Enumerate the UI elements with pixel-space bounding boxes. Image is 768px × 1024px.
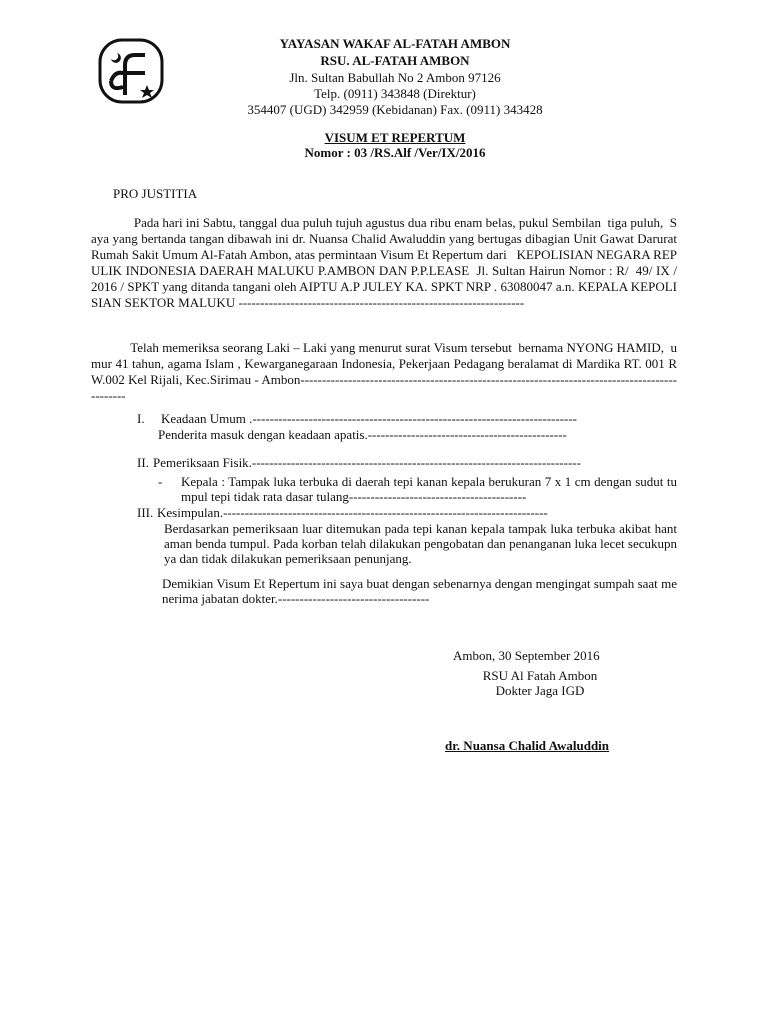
- section-1-body: Penderita masuk dengan keadaan apatis.----------------------------------------------: [158, 427, 567, 442]
- paragraph-patient: Telah memeriksa seorang Laki – Laki yang menurut surat Visum tersebut bernama NYONG HAMID, umur 41 tahun, agama Islam , Kewarganegaraan Indonesia, Pekerjaan Pedagang beralamat di Mardika RT. 001 RW.002 Kel Rijali, Kec.Sirimau - Ambon-----------------------------------------------------------------------------------------------: [91, 340, 677, 403]
- document-title: [240, 130, 550, 146]
- hospital-name: RSU. AL-FATAH AMBON: [320, 53, 470, 68]
- hospital-phone: Telp. (0911) 343848 (Direktur): [314, 86, 476, 101]
- pro-justitia-label: PRO JUSTITIA: [113, 186, 198, 201]
- hospital-logo-icon: [97, 37, 165, 105]
- signature-role: Dokter Jaga IGD: [495, 683, 585, 698]
- section-2-bullet: -: [158, 474, 163, 489]
- section-2-body: Kepala : Tampak luka terbuka di daerah tepi kanan kepala berukuran 7 x 1 cm dengan sudut tumpul tepi tidak rata dasar tulang-----------------------------------------: [181, 474, 677, 504]
- section-2-title: Pemeriksaan Fisik.----------------------------------------------------------------------------: [153, 455, 581, 470]
- foundation-name: YAYASAN WAKAF AL-FATAH AMBON: [279, 36, 511, 51]
- section-3-title: Kesimpulan.---------------------------------------------------------------------------: [157, 505, 548, 520]
- section-3-number: III.: [137, 505, 154, 520]
- signature-place-date: Ambon, 30 September 2016: [453, 648, 600, 663]
- hospital-phone-fax: 354407 (UGD) 342959 (Kebidanan) Fax. (0911) 343428: [247, 102, 543, 117]
- section-3-body: Berdasarkan pemeriksaan luar ditemukan pada tepi kanan kepala tampak luka terbuka akibat hantaman benda tumpul. Pada korban telah dilakukan pengobatan dan penanganan luka lecet secukupnya dan tidak dilakukan pemeriksaan penunjang.: [164, 521, 677, 566]
- section-2-number: II.: [137, 455, 149, 470]
- document-title-text: VISUM ET REPERTUM: [324, 130, 466, 145]
- hospital-address: Jln. Sultan Babullah No 2 Ambon 97126: [289, 70, 501, 85]
- signature-institution: RSU Al Fatah Ambon: [482, 668, 598, 683]
- document-number: Nomor : 03 /RS.Alf /Ver/IX/2016: [304, 145, 486, 160]
- signatory-name: dr. Nuansa Chalid Awaluddin: [445, 738, 610, 753]
- section-1-number: I.: [137, 411, 145, 426]
- section-1-title: Keadaan Umum .---------------------------------------------------------------------------: [161, 411, 578, 426]
- paragraph-opening: Pada hari ini Sabtu, tanggal dua puluh tujuh agustus dua ribu enam belas, pukul Sembilan tiga puluh, Saya yang bertanda tangan dibawah ini dr. Nuansa Chalid Awaluddin yang bertugas dibagian Unit Gawat Darurat Rumah Sakit Umum Al-Fatah Ambon, atas permintaan Visum Et Repertum dari KEPOLISIAN NEGARA REPULIK INDONESIA DAERAH MALUKU P.AMBON DAN P.P.LEASE Jl. Sultan Hairun Nomor : R/ 49/ IX / 2016 / SPKT yang ditanda tangani oleh AIPTU A.P JULEY KA. SPKT NRP . 63080047 a.n. KEPALA KEPOLISIAN SEKTOR MALUKU ------------------------------------------------------------------: [91, 215, 681, 310]
- closing-statement: Demikian Visum Et Repertum ini saya buat dengan sebenarnya dengan mengingat sumpah saat menerima jabatan dokter.-----------------------------------: [162, 576, 677, 606]
